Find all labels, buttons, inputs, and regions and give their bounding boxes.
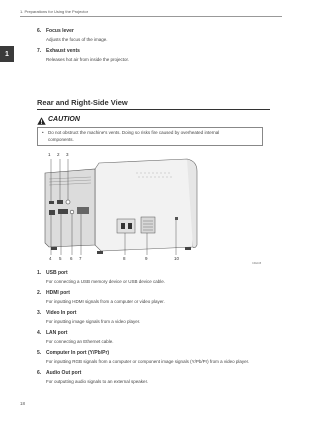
list-item-lan-port bbox=[37, 330, 67, 336]
callout-number: 4 bbox=[49, 256, 52, 261]
list-item-audio-out-port bbox=[37, 370, 81, 376]
item-title: LAN port bbox=[46, 330, 68, 336]
page-number: 18 bbox=[20, 401, 26, 406]
list-item-focus-lever bbox=[37, 28, 74, 34]
item-desc: For connecting a USB memory device or USB device cable. bbox=[46, 279, 166, 284]
item-number: 1. bbox=[37, 270, 42, 276]
item-title: Video In port bbox=[46, 310, 77, 316]
item-desc: Releases hot air from inside the projector. bbox=[46, 57, 130, 62]
list-item-exhaust-vents bbox=[37, 48, 80, 54]
running-header: 1. Preparations for Using the Projector bbox=[20, 9, 89, 14]
item-number: 7. bbox=[37, 48, 42, 54]
item-number: 3. bbox=[37, 310, 42, 316]
item-desc: Adjusts the focus of the image. bbox=[46, 37, 108, 42]
callout-number: 5 bbox=[59, 256, 62, 261]
item-title: Computer In port (Y/Pb/Pr) bbox=[46, 350, 110, 356]
callout-number: 8 bbox=[123, 256, 126, 261]
item-number: 5. bbox=[37, 350, 42, 356]
callout-number: 7 bbox=[79, 256, 82, 261]
item-number: 4. bbox=[37, 330, 42, 336]
callout-number: 9 bbox=[145, 256, 148, 261]
caution-text-line: components. bbox=[48, 137, 74, 142]
item-desc: For connecting an Ethernet cable. bbox=[46, 339, 114, 344]
item-title: HDMI port bbox=[46, 290, 70, 296]
projector-rear-view-illustration bbox=[37, 151, 267, 266]
callout-number: 2 bbox=[57, 152, 60, 157]
callout-number: 1 bbox=[48, 152, 51, 157]
item-title: Exhaust vents bbox=[46, 48, 80, 54]
section-title: Rear and Right-Side View bbox=[37, 98, 128, 107]
callout-number: 10 bbox=[174, 256, 180, 261]
bullet-icon: • bbox=[42, 130, 44, 135]
caution-text-line: Do not obstruct the machine's vents. Doing so risks fire caused by overheated internal bbox=[48, 130, 220, 135]
chapter-tab: 1 bbox=[0, 46, 14, 62]
item-number: 6. bbox=[37, 370, 42, 376]
item-title: Focus lever bbox=[46, 28, 74, 34]
item-title: Audio Out port bbox=[46, 370, 82, 376]
section-rule bbox=[37, 109, 270, 110]
item-desc: For inputting image signals from a video player. bbox=[46, 319, 141, 324]
callout-number: 6 bbox=[70, 256, 73, 261]
item-number: 6. bbox=[37, 28, 42, 34]
caution-label: CAUTION bbox=[48, 116, 80, 123]
header-rule bbox=[20, 16, 282, 17]
item-desc: For inputting RGB signals from a computer or component image signals (Y/Pb/Pr) from a video player. bbox=[46, 359, 250, 364]
list-item-hdmi-port bbox=[37, 290, 70, 296]
list-item-computer-in-port bbox=[37, 350, 109, 356]
item-desc: For inputting HDMI signals from a computer or video player. bbox=[46, 299, 165, 304]
item-title: USB port bbox=[46, 270, 68, 276]
warning-icon bbox=[37, 117, 46, 125]
item-number: 2. bbox=[37, 290, 42, 296]
list-item-video-in-port bbox=[37, 310, 76, 316]
item-desc: For outputting audio signals to an external speaker. bbox=[46, 379, 149, 384]
figure-code: CZE108 bbox=[252, 262, 262, 265]
callout-number: 3 bbox=[66, 152, 69, 157]
list-item-usb-port bbox=[37, 270, 68, 276]
